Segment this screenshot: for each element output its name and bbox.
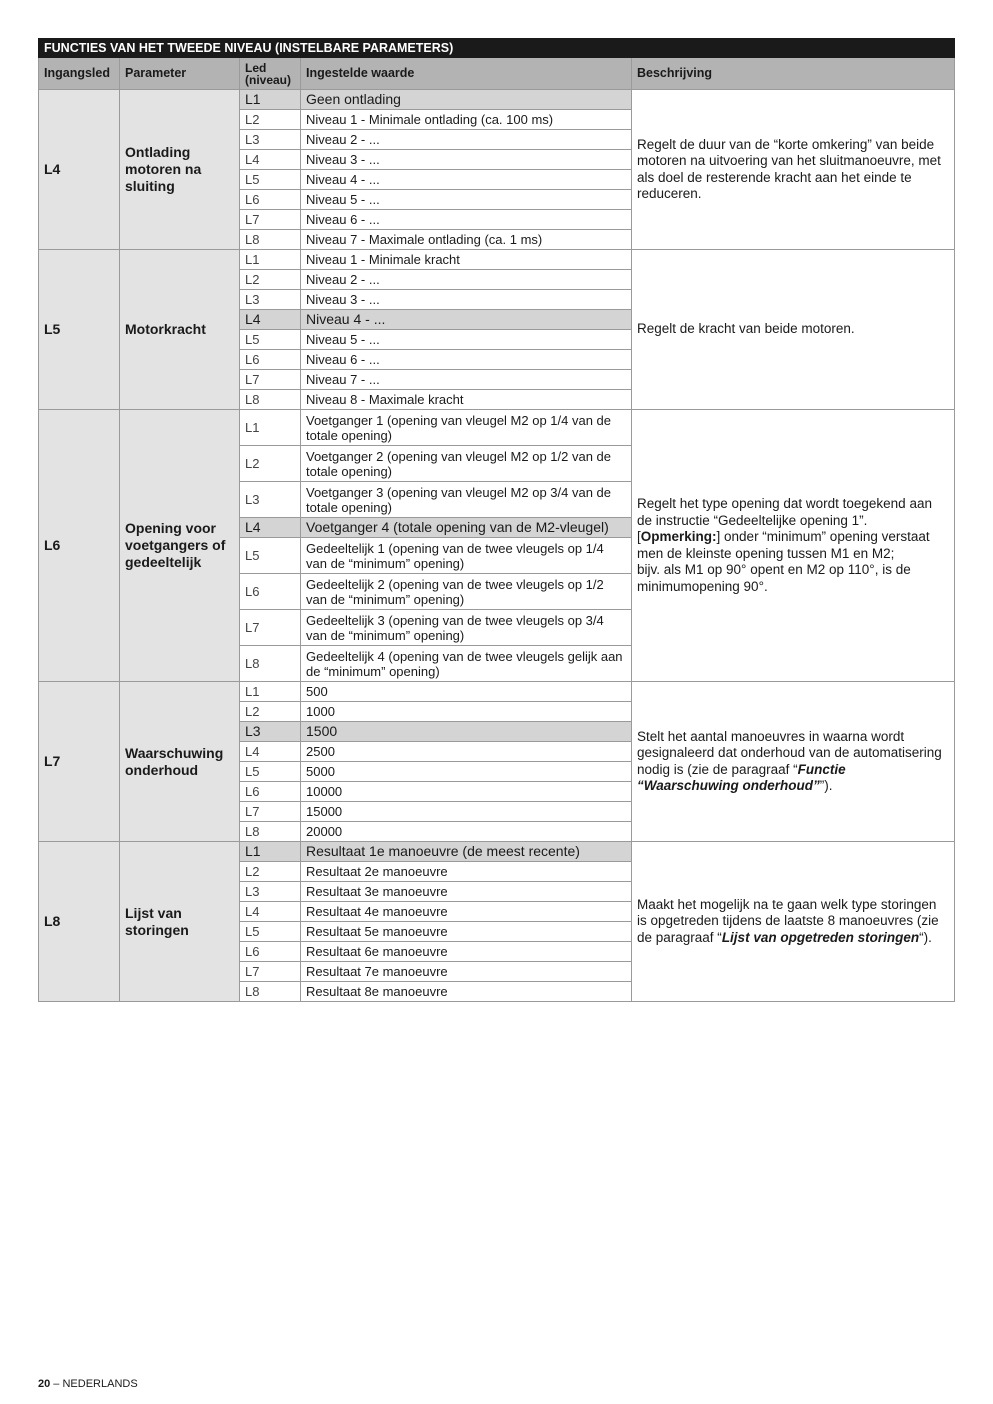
set-value-cell: Niveau 8 - Maximale kracht [301,390,632,410]
led-level-cell: L4 [240,742,301,762]
description-text: ] onder “minimum” opening verstaat men de kleinste opening tussen M1 en M2; [637,529,930,561]
parameter-name-cell: Lijst van storingen [120,842,240,1002]
description-text: Regelt de duur van de “korte omkering” van beide motoren na uitvoering van het sluitmanoeuvre, met als doel de resterende kracht aan het einde te reduceren. [637,136,941,201]
led-level-cell: L2 [240,110,301,130]
led-level-cell: L6 [240,782,301,802]
led-level-cell: L5 [240,762,301,782]
set-value-cell: Resultaat 8e manoeuvre [301,982,632,1002]
led-level-cell: L7 [240,962,301,982]
set-value-cell: 500 [301,682,632,702]
led-level-cell: L6 [240,942,301,962]
description-text: Stelt het aantal manoeuvres in waarna wordt gesignaleerd dat onderhoud van de automatisering nodig is (zie de paragraaf “ [637,728,942,777]
led-level-cell: L6 [240,190,301,210]
input-led-cell: L4 [39,90,120,250]
set-value-cell: Niveau 1 - Minimale kracht [301,250,632,270]
set-value-cell: Voetganger 4 (totale opening van de M2-vleugel) [301,518,632,538]
set-value-cell: 2500 [301,742,632,762]
set-value-cell: Gedeeltelijk 2 (opening van de twee vleugels op 1/2 van de “minimum” opening) [301,574,632,610]
column-header-led: Led (niveau) [240,58,301,90]
description-text: Regelt de kracht van beide motoren. [637,321,855,337]
led-level-cell: L5 [240,538,301,574]
set-value-cell: Niveau 3 - ... [301,290,632,310]
led-level-cell: L3 [240,722,301,742]
led-level-cell: L4 [240,310,301,330]
set-value-cell: Niveau 7 - Maximale ontlading (ca. 1 ms) [301,230,632,250]
led-level-cell: L3 [240,882,301,902]
led-level-cell: L7 [240,370,301,390]
set-value-cell: 1000 [301,702,632,722]
parameter-name-cell: Waarschuwing onderhoud [120,682,240,842]
set-value-cell: Resultaat 6e manoeuvre [301,942,632,962]
set-value-cell: Voetganger 3 (opening van vleugel M2 op 3/4 van de totale opening) [301,482,632,518]
table-title: FUNCTIES VAN HET TWEEDE NIVEAU (INSTELBARE PARAMETERS) [39,39,955,58]
set-value-cell: Niveau 2 - ... [301,270,632,290]
set-value-cell: Niveau 7 - ... [301,370,632,390]
description-text: [ [637,529,641,544]
led-level-cell: L2 [240,446,301,482]
set-value-cell: Resultaat 3e manoeuvre [301,882,632,902]
table-row [39,842,955,862]
table-row [39,90,955,110]
led-level-cell: L7 [240,802,301,822]
led-level-cell: L6 [240,350,301,370]
led-level-cell: L1 [240,90,301,110]
led-level-cell: L3 [240,290,301,310]
description-text: Lijst van opgetreden storingen [721,929,920,945]
parameter-name-cell: Motorkracht [120,250,240,410]
led-level-cell: L1 [240,250,301,270]
set-value-cell: Resultaat 5e manoeuvre [301,922,632,942]
led-level-cell: L8 [240,982,301,1002]
led-level-cell: L1 [240,842,301,862]
footer-separator: – [50,1378,63,1390]
led-level-cell: L2 [240,862,301,882]
description-text: Opmerking: [640,529,717,544]
led-level-cell: L2 [240,270,301,290]
set-value-cell: Gedeeltelijk 3 (opening van de twee vleugels op 3/4 van de “minimum” opening) [301,610,632,646]
set-value-cell: 10000 [301,782,632,802]
led-level-cell: L8 [240,390,301,410]
column-header-input: Ingangsled [39,58,120,90]
set-value-cell: 1500 [301,722,632,742]
set-value-cell: Niveau 6 - ... [301,350,632,370]
led-level-cell: L3 [240,130,301,150]
led-level-cell: L1 [240,682,301,702]
set-value-cell: Resultaat 4e manoeuvre [301,902,632,922]
led-level-cell: L1 [240,410,301,446]
set-value-cell: Resultaat 2e manoeuvre [301,862,632,882]
led-level-cell: L6 [240,574,301,610]
column-header-description: Beschrijving [632,58,955,90]
set-value-cell: Niveau 4 - ... [301,170,632,190]
set-value-cell: Voetganger 2 (opening van vleugel M2 op 1/2 van de totale opening) [301,446,632,482]
led-level-cell: L4 [240,518,301,538]
set-value-cell: 5000 [301,762,632,782]
column-header-parameter: Parameter [120,58,240,90]
set-value-cell: Gedeeltelijk 4 (opening van de twee vleugels gelijk aan de “minimum” opening) [301,646,632,682]
set-value-cell: Geen ontlading [301,90,632,110]
set-value-cell: Gedeeltelijk 1 (opening van de twee vleugels op 1/4 van de “minimum” opening) [301,538,632,574]
led-level-cell: L4 [240,150,301,170]
led-level-cell: L2 [240,702,301,722]
description-cell [632,90,955,250]
parameter-name-cell: Opening voor voetgangers of gedeeltelijk [120,410,240,682]
led-level-cell: L5 [240,330,301,350]
set-value-cell: Resultaat 1e manoeuvre (de meest recente) [301,842,632,862]
led-level-cell: L8 [240,822,301,842]
parameter-name-cell: Ontlading motoren na sluiting [120,90,240,250]
input-led-cell: L7 [39,682,120,842]
description-text: Regelt het type opening dat wordt toegekend aan de instructie “Gedeeltelijke opening 1”. [637,496,932,528]
led-level-cell: L4 [240,902,301,922]
description-text: “). [919,929,932,945]
table-body [39,90,955,1002]
description-text: bijv. als M1 op 90° opent en M2 op 110°, is de minimumopening 90°. [637,562,911,594]
page-footer [38,1378,138,1390]
input-led-cell: L8 [39,842,120,1002]
led-level-cell: L8 [240,646,301,682]
set-value-cell: Niveau 1 - Minimale ontlading (ca. 100 ms) [301,110,632,130]
description-cell [632,682,955,842]
column-header-value: Ingestelde waarde [301,58,632,90]
description-cell [632,410,955,682]
led-level-cell: L8 [240,230,301,250]
table-row [39,682,955,702]
set-value-cell: Niveau 5 - ... [301,330,632,350]
led-level-cell: L5 [240,922,301,942]
description-text: ”). [819,778,833,793]
description-cell [632,250,955,410]
led-level-cell: L7 [240,610,301,646]
led-level-cell: L7 [240,210,301,230]
input-led-cell: L5 [39,250,120,410]
led-level-cell: L5 [240,170,301,190]
led-level-cell: L3 [240,482,301,518]
footer-language: NEDERLANDS [62,1378,138,1390]
table-row [39,250,955,270]
set-value-cell: Resultaat 7e manoeuvre [301,962,632,982]
set-value-cell: Voetganger 1 (opening van vleugel M2 op 1/4 van de totale opening) [301,410,632,446]
set-value-cell: Niveau 5 - ... [301,190,632,210]
set-value-cell: Niveau 3 - ... [301,150,632,170]
input-led-cell: L6 [39,410,120,682]
description-text: Maakt het mogelijk na te gaan welk type storingen is opgetreden tijdens de laatste 8 manoeuvres (zie de paragraaf “ [637,896,939,945]
parameters-table [38,38,955,1002]
set-value-cell: 20000 [301,822,632,842]
set-value-cell: 15000 [301,802,632,822]
description-cell [632,842,955,1002]
description-text: Functie “Waarschuwing onderhoud” [637,761,846,793]
set-value-cell: Niveau 6 - ... [301,210,632,230]
set-value-cell: Niveau 2 - ... [301,130,632,150]
set-value-cell: Niveau 4 - ... [301,310,632,330]
table-row [39,410,955,446]
page-number: 20 [38,1378,51,1390]
